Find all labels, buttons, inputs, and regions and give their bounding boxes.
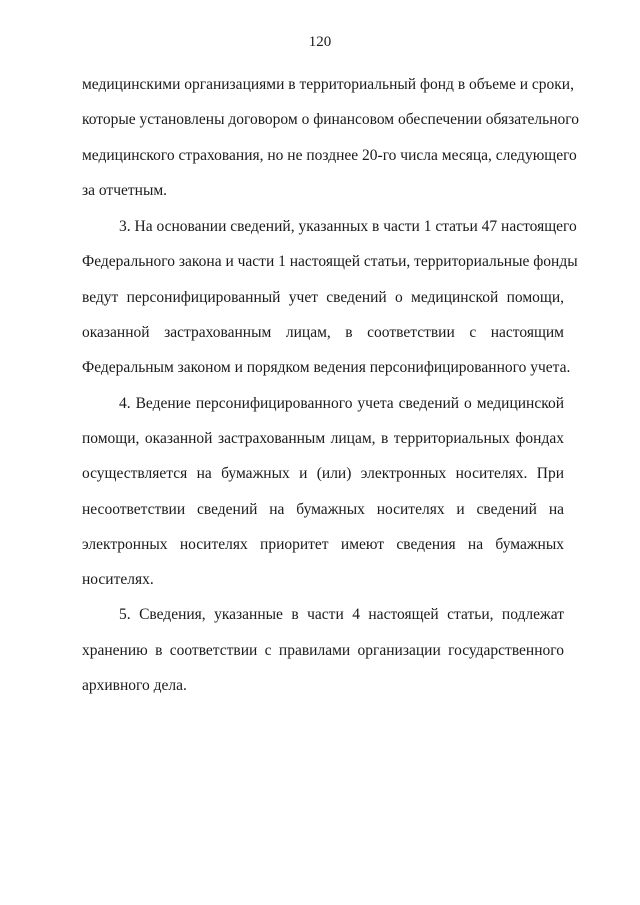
paragraph-continuation (82, 67, 579, 208)
text-line: 3. На основании сведений, указанных в части 1 статьи 47 настоящего (119, 218, 577, 236)
paragraph-5 (82, 597, 564, 703)
text-line: медицинского страхования, но не позднее 20-го числа месяца, следующего (82, 146, 577, 164)
text-line: которые установлены договором о финансовом обеспечении обязательного (82, 111, 579, 129)
paragraph-3 (82, 208, 578, 385)
text-line: 5. Сведения, указанные в части 4 настоящей статьи, подлежат (119, 606, 564, 624)
text-line: за отчетным. (82, 181, 168, 199)
text-line: электронных носителях приоритет имеют сведения на бумажных (82, 535, 564, 553)
text-line: осуществляется на бумажных и (или) электронных носителях. При (82, 465, 564, 483)
paragraph-4 (82, 386, 564, 598)
text-line: хранению в соответствии с правилами организации государственного (82, 641, 564, 659)
text-line: ведут персонифицированный учет сведений о медицинской помощи, (82, 288, 564, 306)
text-line: медицинскими организациями в территориальный фонд в объеме и сроки, (82, 76, 574, 93)
page-number: 120 (308, 34, 332, 50)
document-body (82, 67, 579, 703)
text-line: несоответствии сведений на бумажных носителях и сведений на (82, 500, 564, 518)
text-line: Федеральным законом и порядком ведения персонифицированного учета. (82, 359, 571, 377)
text-line: архивного дела. (82, 677, 187, 695)
text-line: помощи, оказанной застрахованным лицам, в территориальных фондах (82, 429, 564, 447)
text-line: Федерального закона и части 1 настоящей статьи, территориальные фонды (82, 253, 578, 271)
text-line: оказанной застрахованным лицам, в соответствии с настоящим (82, 324, 564, 342)
text-line: носителях. (82, 571, 154, 589)
text-line: 4. Ведение персонифицированного учета сведений о медицинской (119, 394, 564, 412)
